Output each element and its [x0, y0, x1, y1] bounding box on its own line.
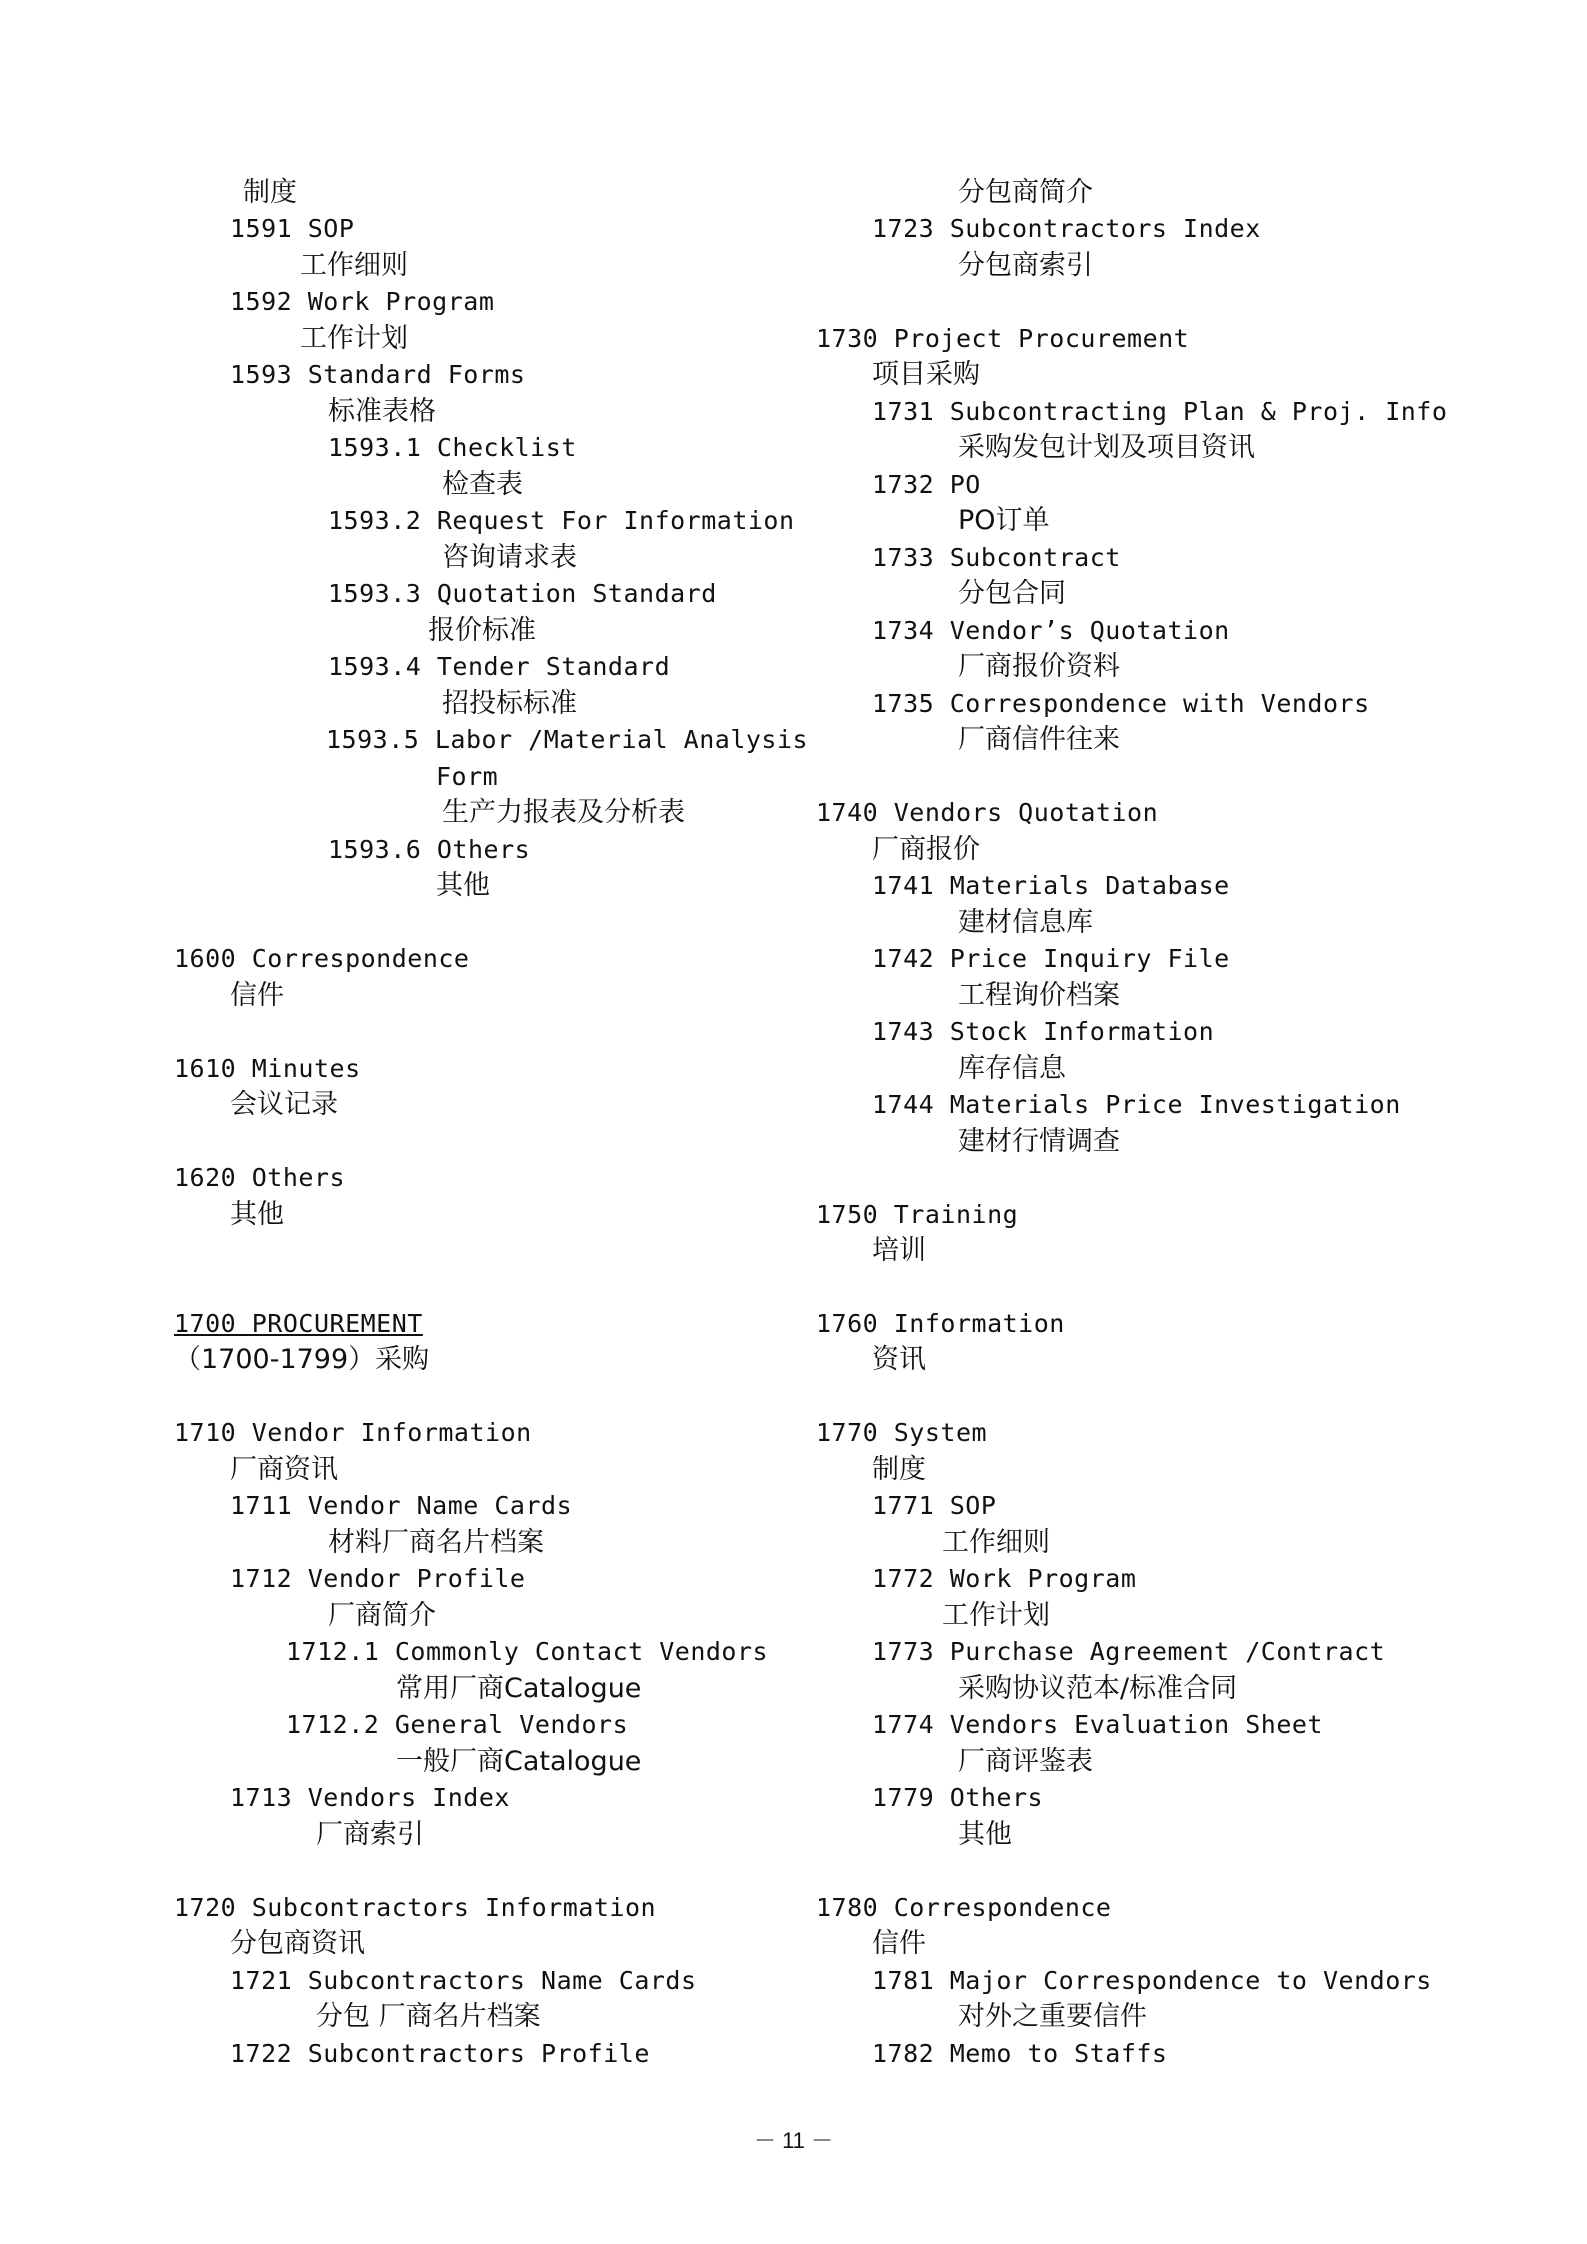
text-line: 1731 Subcontracting Plan & Proj. Info [872, 397, 1448, 426]
text-line: 采购发包计划及项目资讯 [958, 432, 1255, 463]
text-line: 1712.2 General Vendors [286, 1710, 629, 1739]
text-line: 1593.4 Tender Standard [328, 652, 671, 681]
text-line: 1712 Vendor Profile [230, 1564, 526, 1593]
text-line: 1781 Major Correspondence to Vendors [872, 1966, 1432, 1995]
text-line: 1723 Subcontractors Index [872, 214, 1261, 243]
text-line: 常用厂商Catalogue [396, 1673, 642, 1704]
text-line: 1610 Minutes [174, 1054, 361, 1083]
text-line: 1779 Others [872, 1783, 1044, 1812]
text-line: 1774 Vendors Evaluation Sheet [872, 1710, 1323, 1739]
text-line: 1710 Vendor Information [174, 1418, 532, 1447]
text-line: 1593.1 Checklist [328, 433, 577, 462]
text-line: 1713 Vendors Index [230, 1783, 510, 1812]
text-line: 1771 SOP [872, 1491, 997, 1520]
text-line: 检查表 [442, 469, 523, 500]
text-line: 会议记录 [230, 1089, 338, 1120]
text-line: 分包合同 [958, 578, 1066, 609]
page-number: － 11 － [753, 2128, 834, 2153]
text-line: 1750 Training [816, 1200, 1019, 1229]
text-line: 1591 SOP [230, 214, 355, 243]
text-line: Form [436, 762, 499, 791]
text-line: 1735 Correspondence with Vendors [872, 689, 1370, 718]
text-line: 1593.5 Labor /Material Analysis [326, 725, 809, 754]
text-line: 制度 [243, 177, 297, 208]
text-line: 厂商报价 [872, 834, 980, 865]
text-line: 1773 Purchase Agreement /Contract [872, 1637, 1386, 1666]
text-line: 信件 [230, 980, 284, 1011]
text-line: 标准表格 [328, 396, 436, 427]
section-heading: 1700 PROCUREMENT [174, 1309, 423, 1338]
text-line: 1593.3 Quotation Standard [328, 579, 717, 608]
text-line: 制度 [872, 1454, 926, 1485]
text-line: 1720 Subcontractors Information [174, 1893, 657, 1922]
text-line: 厂商简介 [328, 1600, 436, 1631]
text-line: 1734 Vendor’s Quotation [872, 616, 1230, 645]
text-line: 1730 Project Procurement [816, 324, 1190, 353]
text-line: 1721 Subcontractors Name Cards [230, 1966, 697, 1995]
text-line: 1593.6 Others [328, 835, 531, 864]
text-line: 1722 Subcontractors Profile [230, 2039, 650, 2068]
text-line: 其他 [230, 1199, 284, 1230]
text-line: 工程询价档案 [958, 980, 1120, 1011]
text-line: 项目采购 [872, 359, 980, 390]
text-line: 工作计划 [300, 323, 408, 354]
text-line: 1744 Materials Price Investigation [872, 1090, 1401, 1119]
text-line: 1770 System [816, 1418, 988, 1447]
text-line: 1741 Materials Database [872, 871, 1230, 900]
text-line: 工作细则 [300, 250, 408, 281]
text-line: 1620 Others [174, 1163, 346, 1192]
text-line: 咨询请求表 [442, 542, 577, 573]
text-line: 建材信息库 [958, 907, 1093, 938]
text-line: 采购协议范本/标准合同 [958, 1673, 1238, 1704]
text-line: 1711 Vendor Name Cards [230, 1491, 573, 1520]
text-line: 1733 Subcontract [872, 543, 1121, 572]
text-line: 报价标准 [428, 615, 536, 646]
text-line: 工作细则 [942, 1527, 1050, 1558]
text-line: 1760 Information [816, 1309, 1065, 1338]
text-line: 1740 Vendors Quotation [816, 798, 1159, 827]
text-line: 1743 Stock Information [872, 1017, 1215, 1046]
text-line: 厂商资讯 [230, 1454, 338, 1485]
text-line: 对外之重要信件 [958, 2001, 1147, 2032]
text-line: 厂商索引 [316, 1819, 424, 1850]
text-line: 生产力报表及分析表 [442, 797, 685, 828]
text-line: 厂商信件往来 [958, 724, 1120, 755]
text-line: 厂商报价资料 [958, 651, 1120, 682]
text-line: （1700-1799）采购 [174, 1344, 430, 1375]
text-line: 其他 [958, 1819, 1012, 1850]
text-line: 1592 Work Program [230, 287, 495, 316]
text-line: 1742 Price Inquiry File [872, 944, 1230, 973]
text-line: 分包商资讯 [230, 1928, 365, 1959]
text-line: 1600 Correspondence [174, 944, 470, 973]
text-line: 资讯 [872, 1344, 926, 1375]
text-line: 1780 Correspondence [816, 1893, 1112, 1922]
text-line: 1732 PO [872, 470, 981, 499]
text-line: 分包商索引 [958, 250, 1093, 281]
text-line: 材料厂商名片档案 [328, 1527, 544, 1558]
text-line: 招投标标准 [442, 688, 577, 719]
text-line: 分包 厂商名片档案 [316, 2001, 541, 2032]
text-line: 分包商简介 [958, 177, 1093, 208]
text-line: 1593.2 Request For Information [328, 506, 795, 535]
text-line: 一般厂商Catalogue [396, 1746, 642, 1777]
text-line: 1593 Standard Forms [230, 360, 526, 389]
text-line: 1772 Work Program [872, 1564, 1137, 1593]
text-line: 1782 Memo to Staffs [872, 2039, 1168, 2068]
text-line: 1712.1 Commonly Contact Vendors [286, 1637, 769, 1666]
text-line: 建材行情调查 [958, 1126, 1120, 1157]
text-line: 厂商评鉴表 [958, 1746, 1093, 1777]
text-line: PO订单 [958, 505, 1050, 536]
text-line: 其他 [436, 870, 490, 901]
text-line: 培训 [872, 1235, 926, 1266]
text-line: 工作计划 [942, 1600, 1050, 1631]
text-line: 库存信息 [958, 1053, 1066, 1084]
text-line: 信件 [872, 1928, 926, 1959]
